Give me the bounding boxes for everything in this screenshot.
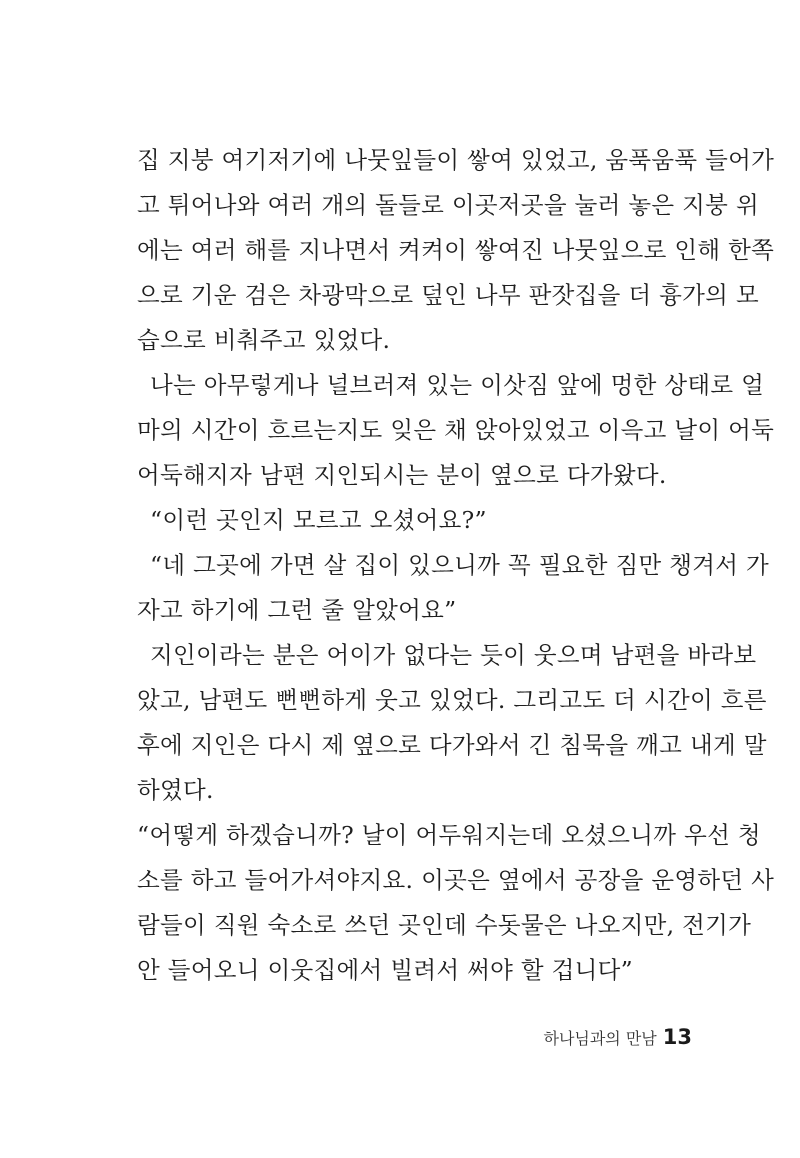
dialogue-line: “네 그곳에 가면 살 집이 있으니까 꼭 필요한 짐만 챙겨서 가: [150, 551, 770, 579]
body-line: 하였다.: [137, 776, 214, 804]
body-line: 나는 아무렇게나 널브러져 있는 이삿짐 앞에 멍한 상태로 얼: [150, 371, 765, 399]
dialogue-line: 소를 하고 들어가셔야지요. 이곳은 옆에서 공장을 운영하던 사: [137, 866, 775, 894]
body-line: 습으로 비춰주고 있었다.: [137, 326, 391, 354]
running-title: 하나님과의 만남: [543, 1029, 657, 1048]
body-line: 집 지붕 여기저기에 나뭇잎들이 쌓여 있었고, 움푹움푹 들어가: [137, 146, 775, 174]
page-footer: [543, 1022, 692, 1052]
dialogue-line: “어떻게 하겠습니까? 날이 어두워지는데 오셨으니까 우선 청: [137, 821, 761, 849]
body-line: 후에 지인은 다시 제 옆으로 다가와서 긴 침묵을 깨고 내게 말: [137, 731, 767, 759]
dialogue-line: 람들이 직원 숙소로 쓰던 곳인데 수돗물은 나오지만, 전기가: [137, 911, 752, 939]
body-line: 마의 시간이 흐르는지도 잊은 채 앉아있었고 이윽고 날이 어둑: [137, 416, 775, 444]
dialogue-line: 자고 하기에 그런 줄 알았어요”: [137, 596, 457, 624]
body-line: 으로 기운 검은 차광막으로 덮인 나무 판잣집을 더 흉가의 모: [137, 281, 759, 309]
body-line: 어둑해지자 남편 지인되시는 분이 옆으로 다가왔다.: [137, 461, 667, 489]
body-line: 았고, 남편도 뻔뻔하게 웃고 있었다. 그리고도 더 시간이 흐른: [137, 686, 767, 714]
body-line: 고 튀어나와 여러 개의 돌들로 이곳저곳을 눌러 놓은 지붕 위: [137, 191, 759, 219]
dialogue-line: 안 들어오니 이웃집에서 빌려서 써야 할 겁니다”: [137, 956, 633, 984]
page-number: 13: [662, 1025, 692, 1049]
dialogue-line: “이런 곳인지 모르고 오셨어요?”: [150, 506, 487, 534]
body-line: 지인이라는 분은 어이가 없다는 듯이 웃으며 남편을 바라보: [150, 641, 757, 669]
body-line: 에는 여러 해를 지나면서 켜켜이 쌓여진 나뭇잎으로 인해 한쪽: [137, 236, 775, 264]
